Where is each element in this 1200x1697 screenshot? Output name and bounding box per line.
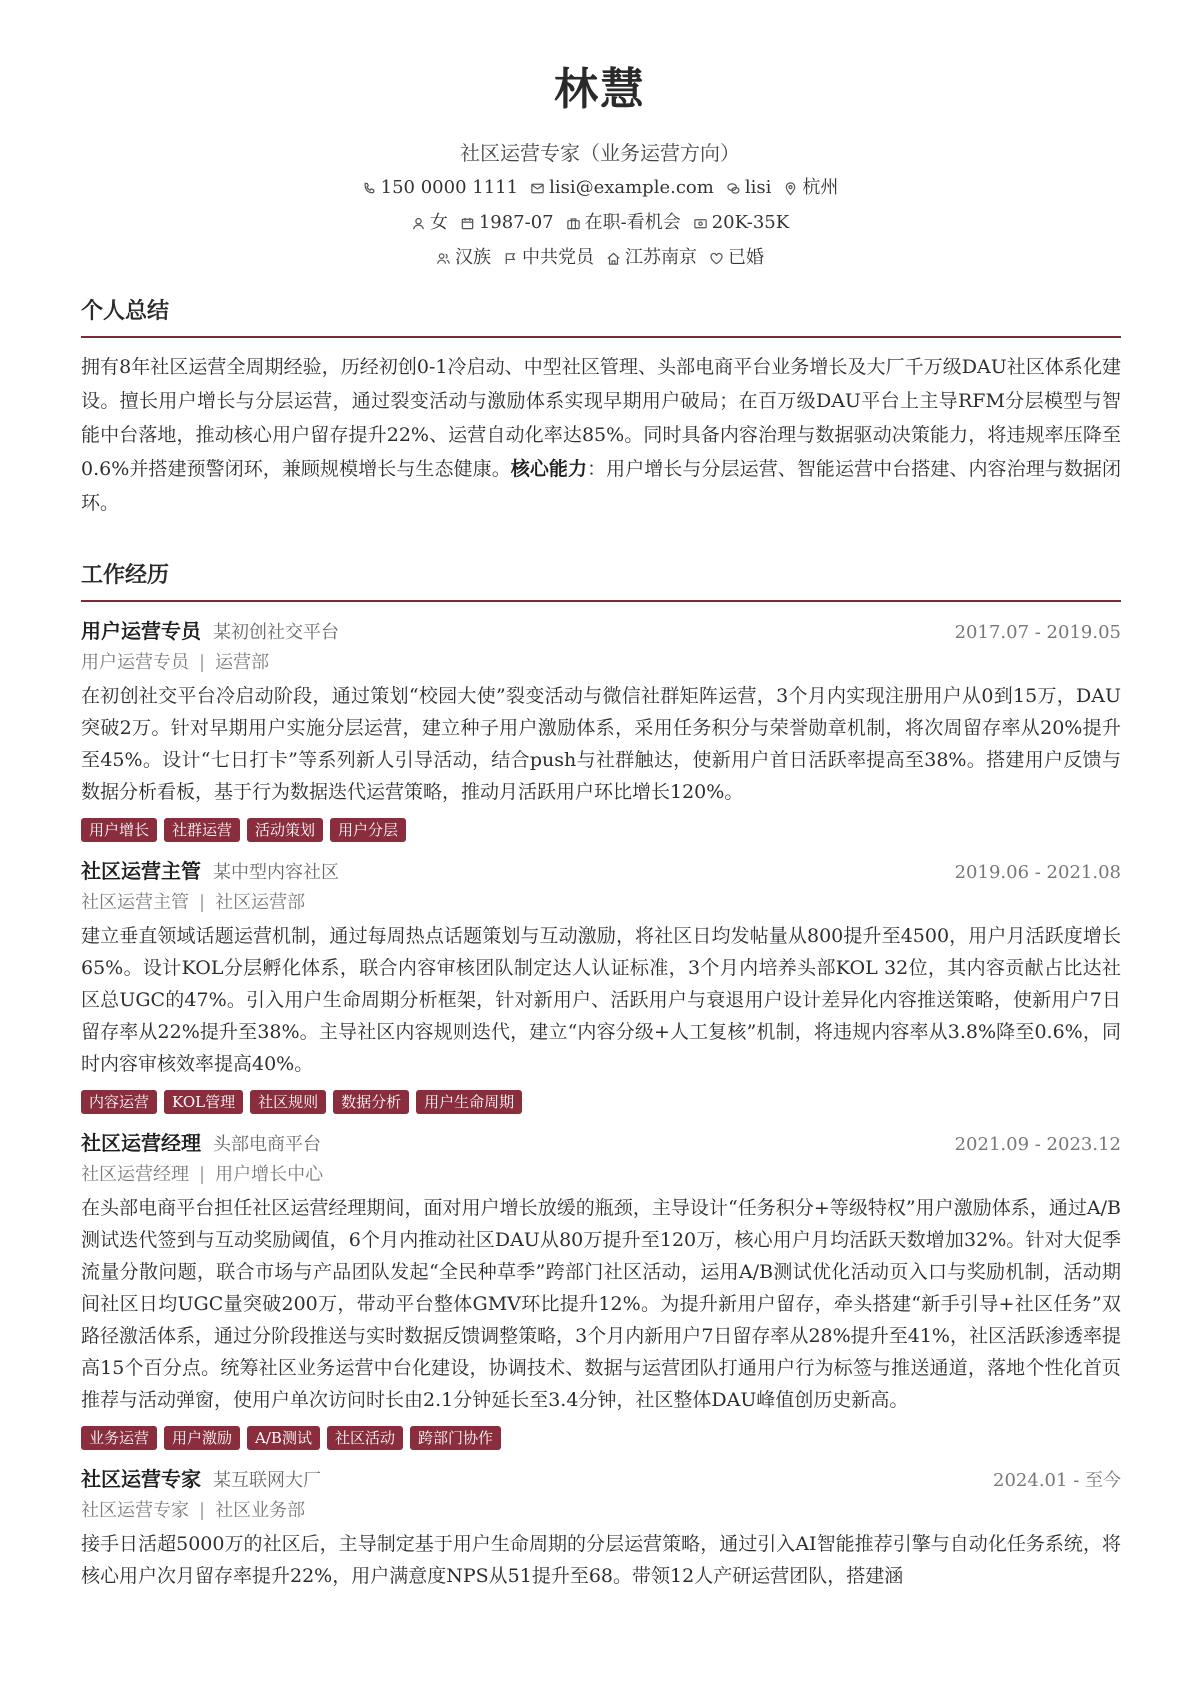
separator: |: [199, 652, 206, 673]
skill-tag: 内容运营: [81, 1090, 157, 1114]
extra-info-row: [0, 245, 1200, 271]
job-description: 在头部电商平台担任社区运营经理期间，面对用户增长放缓的瓶颈，主导设计“任务积分+等级特权”用户激励体系，通过A/B测试迭代签到与互动奖励阈值，6个月内推动社区DAU从80万提升至120万，核心用户月均活跃天数增加32%。针对大促季流量分散问题，联合市场与产品团队发起“全民种草季”跨部门社区活动，运用A/B测试优化活动页入口与奖励机制，活动期间社区日均UGC量突破200万，带动平台整体GMV环比提升12%。为提升新用户留存，牵头搭建“新手引导+社区任务”双路径激活体系，通过分阶段推送与实时数据反馈调整策略，3个月内新用户7日留存率从28%提升至41%，社区活跃渗透率提高15个百分点。统筹社区业务运营中台化建设，协调技术、数据与运营团队打通用户行为标签与推送通道，落地个性化首页推荐与活动弹窗，使用户单次访问时长由2.1分钟延长至3.4分钟，社区整体DAU峰值创历史新高。: [81, 1197, 1121, 1411]
job-header: [81, 856, 1121, 888]
salary-text: 20K-35K: [711, 212, 790, 233]
job-date: 2019.06 - 2021.08: [954, 862, 1121, 883]
experience-title: 工作经历: [81, 560, 1121, 602]
skill-tag: 社区规则: [250, 1090, 326, 1114]
briefcase-icon: [566, 216, 581, 231]
job-position: 社区运营主管: [81, 892, 189, 913]
job-entry: [81, 616, 1121, 842]
experience-section: [81, 560, 1121, 1592]
skill-tag: 数据分析: [333, 1090, 409, 1114]
hometown-text: 江苏南京: [625, 247, 697, 268]
flag-icon: [503, 251, 518, 266]
phone-item: [362, 175, 518, 201]
summary-text: [81, 350, 1121, 520]
job-entry: [81, 856, 1121, 1114]
skill-tag: 跨部门协作: [410, 1426, 501, 1450]
users-icon: [436, 251, 451, 266]
skill-tag: KOL管理: [164, 1090, 243, 1114]
candidate-name: 林慧: [554, 64, 646, 115]
job-header: [81, 1464, 1121, 1496]
job-description: 建立垂直领域话题运营机制，通过每周热点话题策划与互动激励，将社区日均发帖量从800提升至4500，用户月活跃度增长65%。设计KOL分层孵化体系，联合内容审核团队制定达人认证标准，3个月内培养头部KOL 32位，其内容贡献占比达社区总UGC的47%。引入用户生命周期分析框架，针对新用户、活跃用户与衰退用户设计差异化内容推送策略，使新用户7日留存率从22%提升至38%。主导社区内容规则迭代，建立“内容分级+人工复核”机制，将违规内容率从3.8%降至0.6%，同时内容审核效率提高40%。: [81, 925, 1121, 1075]
contact-row: [0, 175, 1200, 201]
job-dept: 社区运营部: [215, 892, 306, 913]
job-position-line: [81, 888, 1121, 918]
job-date: 2017.07 - 2019.05: [954, 622, 1121, 643]
job-dept: 运营部: [215, 652, 270, 673]
separator: |: [199, 1164, 206, 1185]
job-header: [81, 616, 1121, 648]
job-company: 头部电商平台: [213, 1134, 321, 1155]
job-description: 在初创社交平台冷启动阶段，通过策划“校园大使”裂变活动与微信社群矩阵运营，3个月内实现注册用户从0到15万，DAU突破2万。针对早期用户实施分层运营，建立种子用户激励体系，采用任务积分与荣誉勋章机制，将次周留存率从20%提升至45%。设计“七日打卡”等系列新人引导活动，结合push与社群触达，使新用户首日活跃率提高至38%。搭建用户反馈与数据分析看板，基于行为数据迭代运营策略，推动月活跃用户环比增长120%。: [81, 685, 1121, 803]
job-tags: [81, 1426, 1121, 1450]
politics-text: 中共党员: [522, 247, 594, 268]
job-role: 社区运营专家: [81, 1467, 201, 1491]
job-role: 社区运营主管: [81, 859, 201, 883]
calendar-icon: [460, 216, 475, 231]
job-role: 社区运营经理: [81, 1131, 201, 1155]
city-text: 杭州: [802, 177, 839, 198]
job-target: 社区运营专家（业务运营方向）: [460, 141, 740, 165]
ethnicity-item: [436, 245, 491, 271]
location-pin-icon: [783, 181, 798, 196]
wechat-item: [726, 175, 772, 201]
job-dept: 社区业务部: [215, 1500, 306, 1521]
skill-tag: 用户分层: [330, 818, 406, 842]
skill-tag: A/B测试: [247, 1426, 320, 1450]
core-ability-label: 核心能力: [510, 458, 588, 480]
wechat-text: lisi: [744, 177, 772, 198]
job-tags: [81, 818, 1121, 842]
email-item: [530, 175, 714, 201]
job-position: 社区运营专家: [81, 1500, 189, 1521]
job-date: 2021.09 - 2023.12: [954, 1134, 1121, 1155]
politics-item: [503, 245, 594, 271]
job-entry: [81, 1128, 1121, 1450]
summary-main: 拥有8年社区运营全周期经验，历经初创0-1冷启动、中型社区管理、头部电商平台业务增长及大厂千万级DAU社区体系化建设。擅长用户增长与分层运营，通过裂变活动与激励体系实现早期用户破局；在百万级DAU平台上主导RFM分层模型与智能中台落地，推动核心用户留存提升22%、运营自动化率达85%。同时具备内容治理与数据驱动决策能力，将违规率压降至0.6%并搭建预警闭环，兼顾规模增长与生态健康。: [81, 356, 1121, 480]
job-position: 用户运营专员: [81, 652, 189, 673]
job-position-line: [81, 648, 1121, 678]
separator: |: [199, 1500, 206, 1521]
marital-item: [709, 245, 764, 271]
skill-tag: 业务运营: [81, 1426, 157, 1450]
phone-icon: [362, 181, 377, 196]
job-description: 接手日活超5000万的社区后，主导制定基于用户生命周期的分层运营策略，通过引入AI智能推荐引擎与自动化任务系统，将核心用户次月留存率提升22%，用户满意度NPS从51提升至68。带领12人产研运营团队，搭建涵: [81, 1533, 1121, 1587]
email-text: lisi@example.com: [549, 177, 714, 198]
skill-tag: 活动策划: [247, 818, 323, 842]
marital-text: 已婚: [728, 247, 764, 268]
summary-section: [81, 296, 1121, 520]
money-icon: [693, 216, 708, 231]
job-position-line: [81, 1496, 1121, 1526]
status-item: [566, 210, 681, 236]
skill-tag: 用户增长: [81, 818, 157, 842]
hometown-item: [606, 245, 697, 271]
mail-icon: [530, 181, 545, 196]
job-company: 某互联网大厂: [213, 1470, 321, 1491]
birth-text: 1987-07: [478, 212, 554, 233]
heart-icon: [709, 251, 724, 266]
summary-title: 个人总结: [81, 296, 1121, 338]
skill-tag: 用户生命周期: [416, 1090, 522, 1114]
city-item: [783, 175, 838, 201]
core-ability-text: ：用户增长与分层运营、智能运营中台搭建、内容治理与数据闭环。: [81, 458, 1121, 514]
gender-text: 女: [429, 212, 448, 233]
ethnicity-text: 汉族: [455, 247, 491, 268]
user-icon: [411, 216, 426, 231]
job-header: [81, 1128, 1121, 1160]
gender-item: [411, 210, 448, 236]
job-role: 用户运营专员: [81, 619, 201, 643]
basic-info-row: [0, 210, 1200, 236]
job-position-line: [81, 1160, 1121, 1190]
home-icon: [606, 251, 621, 266]
salary-item: [693, 210, 789, 236]
skill-tag: 用户激励: [164, 1426, 240, 1450]
birth-item: [460, 210, 554, 236]
job-dept: 用户增长中心: [215, 1164, 324, 1185]
phone-text: 150 0000 1111: [380, 177, 519, 198]
wechat-icon: [726, 181, 741, 196]
job-entry: [81, 1464, 1121, 1592]
resume-header: [0, 0, 1200, 271]
job-company: 某初创社交平台: [213, 622, 339, 643]
job-date: 2024.01 - 至今: [993, 1470, 1121, 1491]
skill-tag: 社群运营: [164, 818, 240, 842]
job-tags: [81, 1090, 1121, 1114]
job-position: 社区运营经理: [81, 1164, 189, 1185]
status-text: 在职-看机会: [584, 212, 681, 233]
skill-tag: 社区活动: [327, 1426, 403, 1450]
separator: |: [199, 892, 206, 913]
job-company: 某中型内容社区: [213, 862, 339, 883]
